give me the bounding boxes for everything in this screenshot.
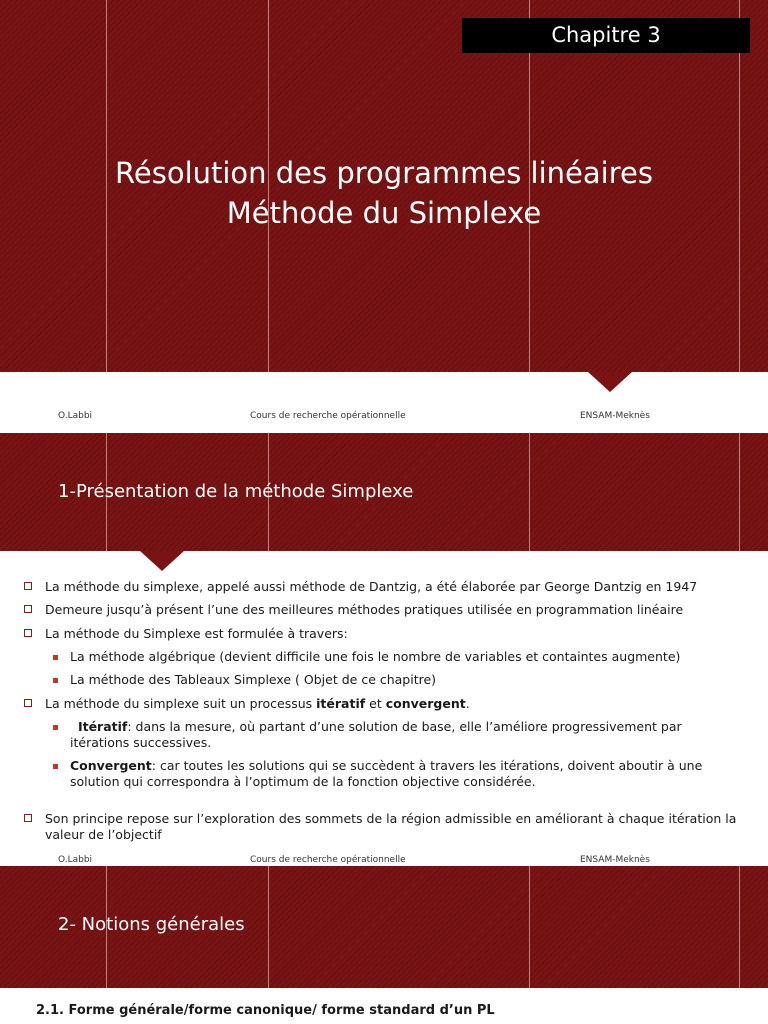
sub-bullet-text: La méthode des Tableaux Simplexe ( Objet de ce chapitre): [70, 672, 437, 687]
bullet-dot-icon: [53, 655, 58, 660]
section-header-slide: [0, 866, 768, 988]
bullet-item: [28, 602, 748, 618]
sub-bullet-text: La méthode algébrique (devient difficile une fois le nombre de variables et containtes augmente): [70, 649, 681, 664]
def-text: : car toutes les solutions qui se succèdent à travers les itérations, doivent aboutir à une solution qui correspondra à l’optimum de la fonction objective considérée.: [70, 758, 703, 789]
bullet-text: La méthode du simplexe, appelé aussi méthode de Dantzig, a été élaborée par George Dantzig en 1947: [45, 579, 698, 594]
term-convergent: convergent: [385, 696, 466, 711]
title-slide: [0, 0, 768, 372]
section-title: 2- Notions générales: [58, 914, 245, 935]
decor-line: [739, 433, 740, 551]
bullet-dot-icon: [53, 764, 58, 769]
decor-line: [739, 866, 740, 988]
section-header-slide: [0, 433, 768, 551]
bullet-square-icon: [24, 605, 32, 613]
process-and: et: [365, 696, 386, 711]
footer-course: Cours de recherche opérationnelle: [250, 855, 406, 865]
slide-notch: [588, 372, 632, 392]
slide-title-line2: Méthode du Simplexe: [226, 196, 542, 230]
sub-bullet-item: [52, 719, 742, 751]
footer-school: ENSAM-Meknès: [580, 855, 650, 865]
footer-school: ENSAM-Meknès: [580, 411, 650, 421]
footer-author: O.Labbi: [58, 855, 93, 865]
sub-bullet-item: [52, 672, 742, 688]
footer-course: Cours de recherche opérationnelle: [250, 411, 406, 421]
slide-title-line1: Résolution des programmes linéaires: [115, 156, 653, 190]
sub-bullet-text: [52, 719, 742, 751]
bullet-item: [28, 811, 748, 843]
decor-line: [529, 866, 530, 988]
bullet-text: La méthode du Simplexe est formulée à travers:: [45, 626, 348, 641]
bullet-item: [28, 696, 748, 712]
bullet-dot-icon: [53, 678, 58, 683]
subsection-title: 2.1. Forme générale/forme canonique/ forme standard d’un PL: [36, 1003, 495, 1018]
bullet-item: [28, 626, 748, 642]
bullet-square-icon: [24, 699, 32, 707]
term-iteratif: itératif: [316, 696, 366, 711]
bullet-text: Son principe repose sur l’exploration des sommets de la région admissible en améliorant à chaque itération la valeur de l’objectif: [45, 811, 737, 842]
slide-notch: [140, 551, 184, 571]
sub-bullet-text: [52, 758, 742, 790]
def-term: Convergent: [70, 758, 152, 773]
sub-bullet-item: [52, 649, 742, 665]
section-title: 1-Présentation de la méthode Simplexe: [58, 481, 414, 502]
footer-author: O.Labbi: [58, 411, 93, 421]
process-prefix: La méthode du simplexe suit un processus: [45, 696, 317, 711]
def-term: Itératif: [77, 719, 128, 734]
bullet-text: Demeure jusqu’à présent l’une des meilleures méthodes pratiques utilisée en programmation linéaire: [45, 602, 684, 617]
decor-line: [268, 866, 269, 988]
bullet-text: [28, 696, 748, 712]
bullet-item: [28, 579, 748, 595]
decor-line: [529, 433, 530, 551]
chapter-label: Chapitre 3: [462, 18, 750, 53]
bullet-dot-icon: [53, 725, 58, 730]
process-end: .: [465, 696, 470, 711]
sub-bullet-item: [52, 758, 742, 790]
def-text: : dans la mesure, où partant d’une solution de base, elle l’améliore progressivement par itérations successives.: [70, 719, 682, 750]
bullet-square-icon: [24, 582, 32, 590]
bullet-square-icon: [24, 814, 32, 822]
bullet-square-icon: [24, 629, 32, 637]
